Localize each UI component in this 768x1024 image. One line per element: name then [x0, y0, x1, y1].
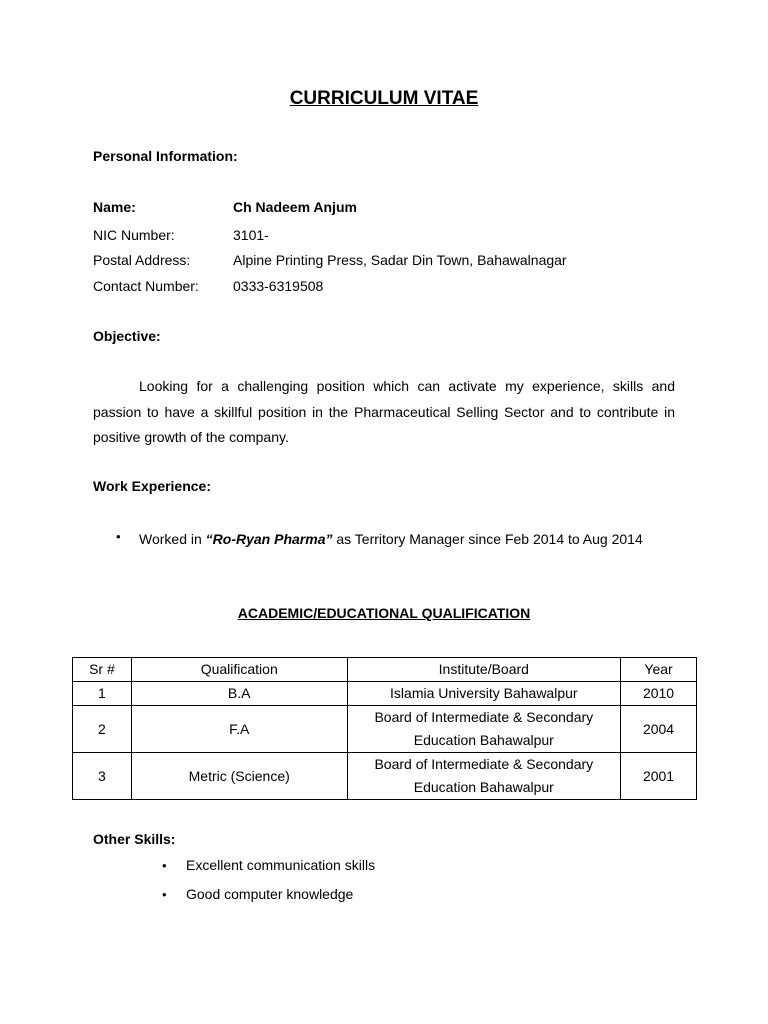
table-cell: Metric (Science)	[131, 753, 347, 800]
work-prefix: Worked in	[139, 531, 206, 547]
table-cell: B.A	[131, 682, 347, 706]
work-suffix: as Territory Manager since Feb 2014 to Aug 2014	[332, 531, 643, 547]
name-value: Ch Nadeem Anjum	[233, 199, 357, 215]
nic-label: NIC Number:	[93, 227, 175, 243]
table-cell: Islamia University Bahawalpur	[347, 682, 621, 706]
skill-bullet: •	[162, 858, 167, 873]
contact-number-label: Contact Number:	[93, 278, 199, 294]
contact-number-value: 0333-6319508	[233, 278, 324, 294]
work-bullet: •	[116, 529, 121, 544]
table-row	[73, 706, 697, 753]
table-row	[73, 682, 697, 706]
document-title: CURRICULUM VITAE	[289, 88, 479, 109]
name-label: Name:	[93, 199, 136, 215]
table-header-row	[73, 658, 697, 682]
postal-address-label: Postal Address:	[93, 252, 191, 268]
work-experience-heading: Work Experience:	[93, 478, 212, 494]
skill-bullet: •	[162, 887, 167, 902]
skill-item: Good computer knowledge	[186, 886, 354, 902]
header-cell: Institute/Board	[347, 658, 621, 682]
nic-value: 3101-	[233, 227, 269, 243]
table-cell: F.A	[131, 706, 347, 753]
personal-info-heading: Personal Information:	[93, 148, 238, 164]
objective-heading: Objective:	[93, 328, 161, 344]
table-cell: 2	[73, 706, 132, 753]
header-cell: Year	[621, 658, 697, 682]
other-skills-heading: Other Skills:	[93, 831, 176, 847]
objective-text: Looking for a challenging position which can activate my experience, skills and passion to have a skillful position in the Pharmaceutical Selling Sector and to contribute in positive growth of the company.	[93, 378, 675, 445]
skill-item: Excellent communication skills	[186, 857, 376, 873]
table-cell: 1	[73, 682, 132, 706]
academic-heading: ACADEMIC/EDUCATIONAL QUALIFICATION	[237, 605, 531, 621]
table-cell: 2001	[621, 753, 697, 800]
table-cell: Board of Intermediate & Secondary Education Bahawalpur	[347, 753, 621, 800]
header-cell: Qualification	[131, 658, 347, 682]
work-item	[139, 526, 675, 553]
objective-paragraph	[93, 374, 675, 451]
company-name: “Ro-Ryan Pharma”	[205, 531, 333, 547]
table-row	[73, 753, 697, 800]
table-cell: Board of Intermediate & Secondary Education Bahawalpur	[347, 706, 621, 753]
table-cell: 3	[73, 753, 132, 800]
postal-address-value: Alpine Printing Press, Sadar Din Town, Bahawalnagar	[233, 252, 567, 268]
header-cell: Sr #	[73, 658, 132, 682]
table-cell: 2004	[621, 706, 697, 753]
table-cell: 2010	[621, 682, 697, 706]
qualification-table	[72, 657, 697, 800]
